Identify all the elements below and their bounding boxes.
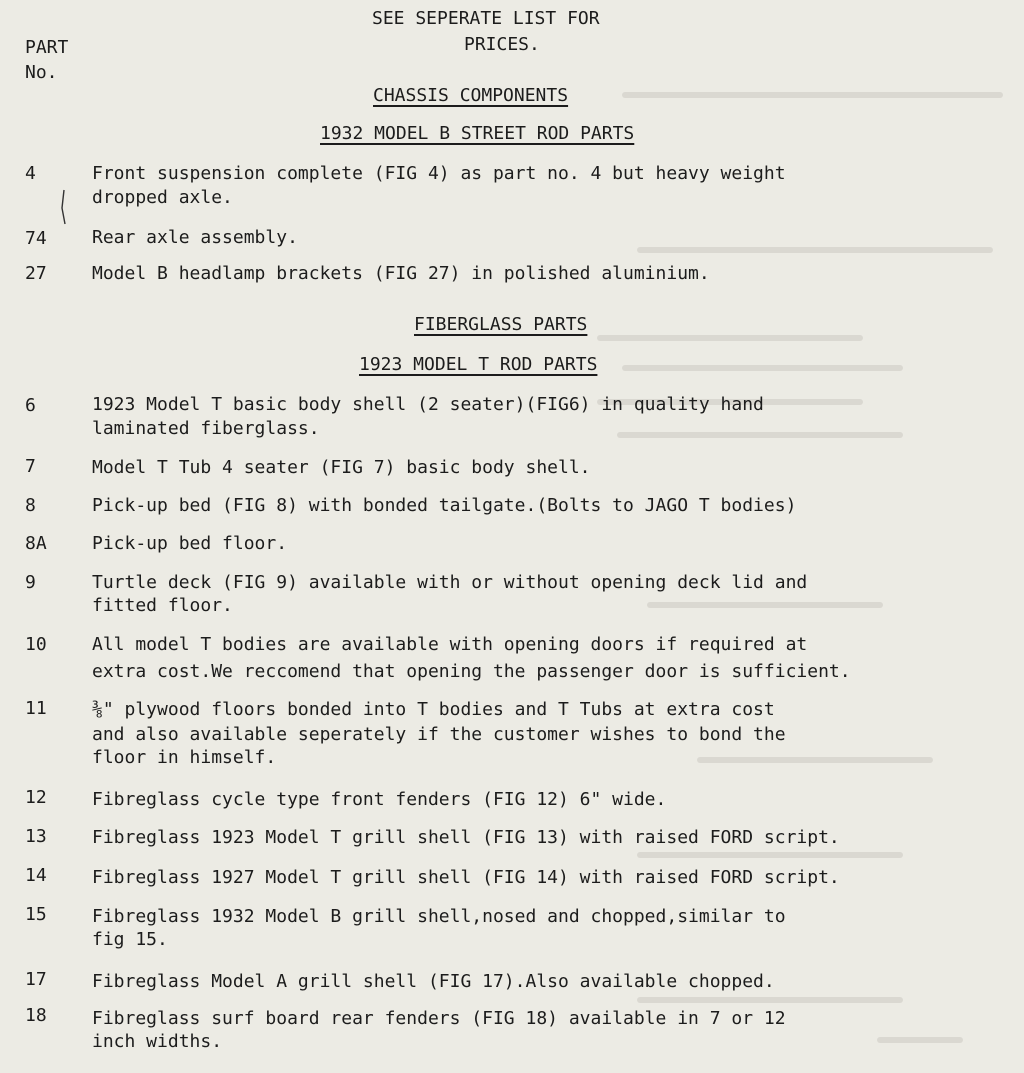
part-number: 8: [25, 495, 36, 516]
price-note-line1: SEE SEPERATE LIST FOR: [372, 8, 600, 29]
part-description: floor in himself.: [92, 747, 277, 768]
part-description: Pick-up bed floor.: [92, 533, 288, 554]
part-description: fig 15.: [92, 929, 168, 950]
part-description: dropped axle.: [92, 187, 233, 208]
part-description: Rear axle assembly.: [92, 227, 298, 248]
part-number: 11: [25, 698, 47, 719]
part-description: extra cost.We reccomend that opening the passenger door is sufficient.: [92, 661, 851, 682]
part-description: Front suspension complete (FIG 4) as part no. 4 but heavy weight: [92, 163, 786, 184]
part-number: 10: [25, 634, 47, 655]
part-description: inch widths.: [92, 1031, 223, 1052]
part-number: 18: [25, 1005, 47, 1026]
part-description: Model B headlamp brackets (FIG 27) in polished aluminium.: [92, 263, 710, 284]
part-description: and also available seperately if the customer wishes to bond the: [92, 724, 786, 745]
section-subheading-model-t: 1923 MODEL T ROD PARTS: [359, 354, 598, 375]
pen-mark: [58, 188, 70, 228]
part-number: 17: [25, 969, 47, 990]
section-heading-chassis: CHASSIS COMPONENTS: [373, 85, 569, 106]
part-description: Fibreglass 1923 Model T grill shell (FIG 13) with raised FORD script.: [92, 827, 840, 848]
section-subheading-model-b: 1932 MODEL B STREET ROD PARTS: [320, 123, 635, 144]
part-number: 12: [25, 787, 47, 808]
part-description: Model T Tub 4 seater (FIG 7) basic body shell.: [92, 457, 591, 478]
part-description: Fibreglass surf board rear fenders (FIG 18) available in 7 or 12: [92, 1008, 786, 1029]
part-column-label-no: No.: [25, 62, 58, 83]
part-description: Fibreglass 1927 Model T grill shell (FIG 14) with raised FORD script.: [92, 867, 840, 888]
part-column-label: PART: [25, 37, 69, 58]
part-number: 74: [25, 228, 47, 249]
part-description: fitted floor.: [92, 595, 233, 616]
part-description: laminated fiberglass.: [92, 418, 320, 439]
part-description: Turtle deck (FIG 9) available with or without opening deck lid and: [92, 572, 808, 593]
part-number: 4: [25, 163, 36, 184]
part-number: 14: [25, 865, 47, 886]
part-number: 15: [25, 904, 47, 925]
section-heading-fiberglass: FIBERGLASS PARTS: [414, 314, 588, 335]
part-description: Fibreglass Model A grill shell (FIG 17).Also available chopped.: [92, 971, 775, 992]
part-description: Fibreglass cycle type front fenders (FIG 12) 6" wide.: [92, 789, 667, 810]
part-description: Fibreglass 1932 Model B grill shell,nosed and chopped,similar to: [92, 906, 786, 927]
part-number: 27: [25, 263, 47, 284]
part-number: 6: [25, 395, 36, 416]
part-number: 7: [25, 456, 36, 477]
part-description: All model T bodies are available with opening doors if required at: [92, 634, 808, 655]
part-description: 1923 Model T basic body shell (2 seater)(FIG6) in quality hand: [92, 394, 764, 415]
part-description: ⅜" plywood floors bonded into T bodies and T Tubs at extra cost: [92, 699, 775, 720]
part-number: 13: [25, 826, 47, 847]
price-note-line2: PRICES.: [464, 34, 540, 55]
part-number: 9: [25, 572, 36, 593]
part-description: Pick-up bed (FIG 8) with bonded tailgate.(Bolts to JAGO T bodies): [92, 495, 797, 516]
part-number: 8A: [25, 533, 47, 554]
